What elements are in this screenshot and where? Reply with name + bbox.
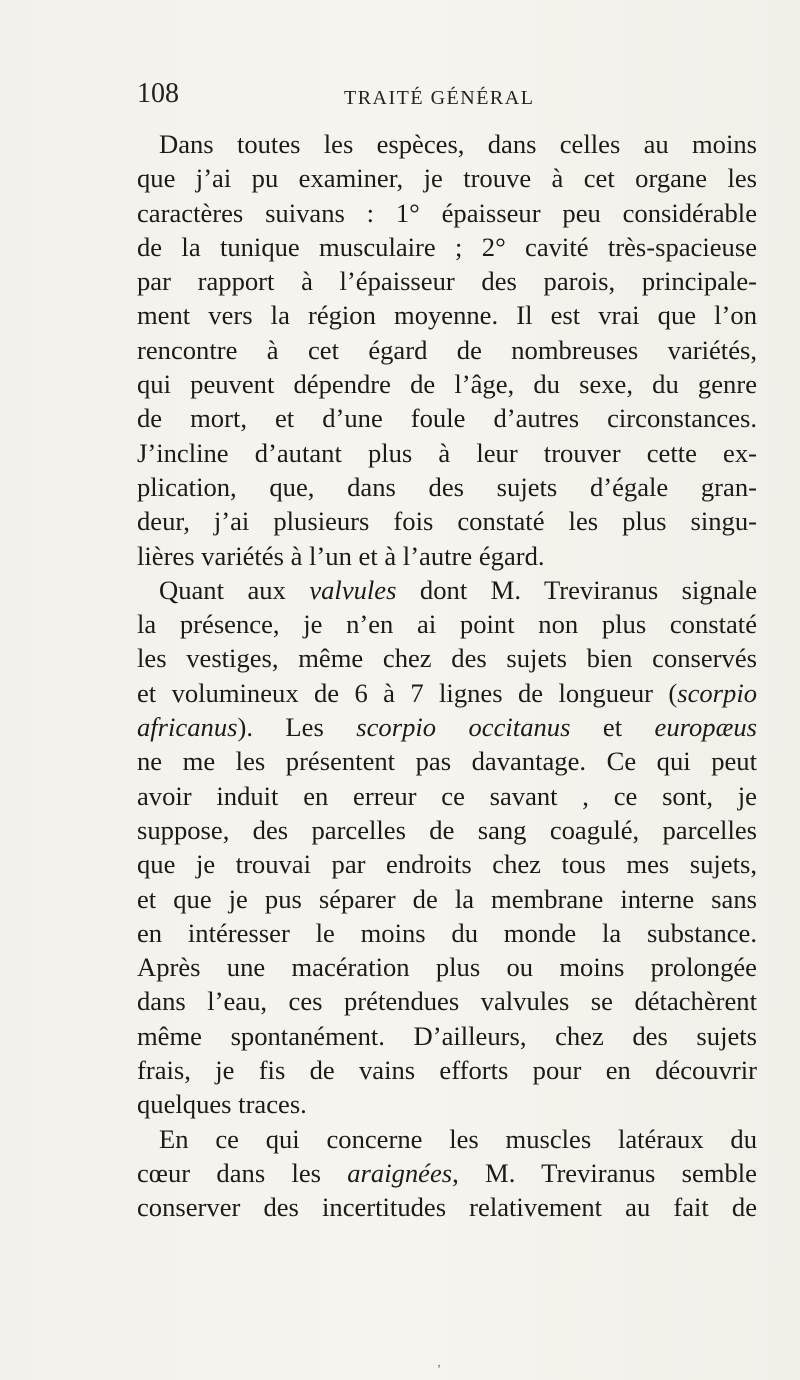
text-line: ment vers la région moyenne. Il est vrai que l’on [137, 300, 757, 331]
text-line [137, 710, 757, 744]
text-run: cœur dans les [137, 1157, 348, 1188]
text-line: de mort, et d’une foule d’autres circonstances. [137, 403, 757, 434]
page-header [137, 78, 757, 118]
text-run: et volumineux de 6 à 7 lignes de longueur ( [137, 677, 678, 708]
text-line [137, 676, 757, 710]
italic-term: valvules [309, 574, 397, 605]
italic-term: araignées [347, 1157, 453, 1188]
text-line: deur, j’ai plusieurs fois constaté les plus singu- [137, 506, 757, 537]
text-line: caractères suivans : 1° épaisseur peu considérable [137, 197, 757, 228]
text-line: par rapport à l’épaisseur des parois, principale- [137, 266, 757, 297]
text-line: les vestiges, même chez des sujets bien conservés [137, 643, 757, 674]
text-line: Dans toutes les espèces, dans celles au moins [159, 129, 757, 159]
italic-term: scorpio [677, 677, 757, 708]
text-line [137, 1156, 757, 1190]
text-line: suppose, des parcelles de sang coagulé, parcelles [137, 814, 757, 845]
text-line: En ce qui concerne les muscles latéraux du [159, 1123, 757, 1154]
page-number: 108 [137, 78, 179, 109]
text-line: conserver des incertitudes relativement au fait de [137, 1192, 757, 1223]
text-line: même spontanément. D’ailleurs, chez des sujets [137, 1020, 757, 1051]
text-line: que je trouvai par endroits chez tous mes sujets, [137, 849, 757, 880]
text-line: ne me les présentent pas davantage. Ce qui peut [137, 746, 757, 777]
text-line: qui peuvent dépendre de l’âge, du sexe, du genre [137, 369, 757, 400]
text-line: quelques traces. [137, 1089, 307, 1120]
running-head: TRAITÉ GÉNÉRAL [344, 87, 535, 109]
text-run: Quant aux [159, 574, 310, 605]
text-line: J’incline d’autant plus à leur trouver cette ex- [137, 437, 757, 468]
text-line [137, 573, 757, 607]
body-text [137, 127, 757, 1225]
italic-term: africanus [137, 712, 238, 743]
text-run: ). Les [237, 712, 357, 743]
text-line: frais, je fis de vains efforts pour en découvrir [137, 1055, 757, 1086]
text-line: Après une macération plus ou moins prolongée [137, 952, 757, 983]
text-run: et [570, 712, 655, 743]
text-line: dans l’eau, ces prétendues valvules se détachèrent [137, 986, 757, 1017]
text-line: de la tunique musculaire ; 2° cavité très-spacieuse [137, 231, 757, 262]
text-line: rencontre à cet égard de nombreuses variétés, [137, 334, 757, 365]
text-line: que j’ai pu examiner, je trouve à cet organe les [137, 163, 757, 194]
page-mark: ‚ [437, 1355, 441, 1369]
text-line: en intéresser le moins du monde la substance. [137, 917, 757, 948]
italic-term: scorpio occitanus [356, 712, 571, 743]
italic-term: europæus [654, 712, 757, 743]
text-run: , M. Treviranus semble [452, 1157, 757, 1188]
text-run: dont M. Treviranus signale [396, 574, 758, 605]
text-line: lières variétés à l’un et à l’autre égard. [137, 540, 545, 571]
text-line: et que je pus séparer de la membrane interne sans [137, 883, 757, 914]
text-line: plication, que, dans des sujets d’égale gran- [137, 471, 757, 502]
text-line: avoir induit en erreur ce savant , ce sont, je [137, 780, 757, 811]
text-line: la présence, je n’en ai point non plus constaté [137, 609, 757, 640]
